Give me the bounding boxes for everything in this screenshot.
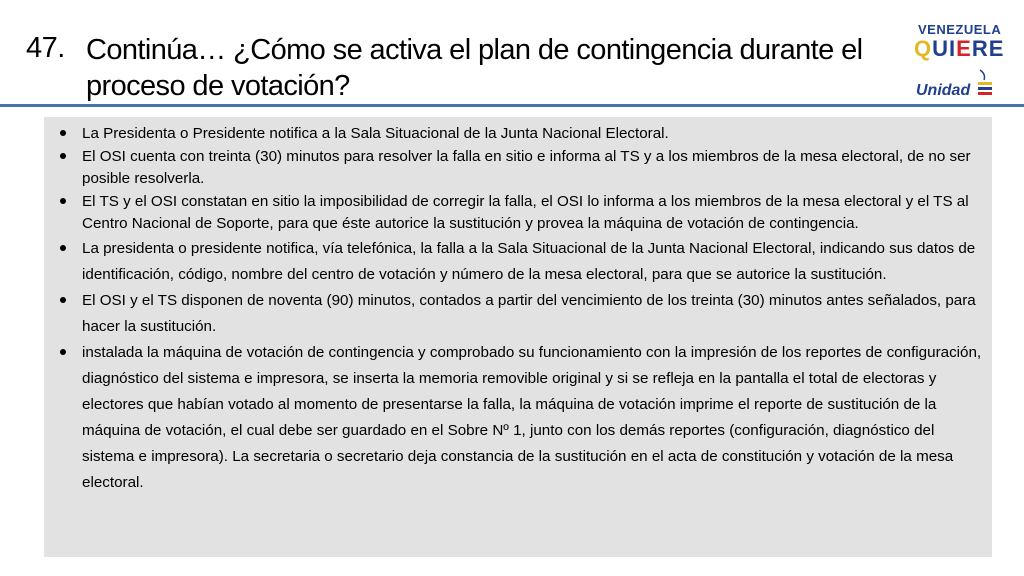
slide-title: Continúa… ¿Cómo se activa el plan de contingencia durante el proceso de votación? bbox=[86, 34, 863, 102]
bullet-icon bbox=[60, 245, 66, 251]
list-item-text: El TS y el OSI constatan en sitio la imposibilidad de corregir la falla, el OSI lo informa a los miembros de la mesa electoral y el TS al Centro Nacional de Soporte, para que éste autorice la sustitución y provea la máquina de votación de contingencia. bbox=[82, 193, 969, 232]
logo-quiere-text: QUIERE bbox=[914, 36, 1005, 61]
bullet-icon bbox=[60, 153, 66, 159]
logo-stripes-icon bbox=[976, 68, 996, 98]
list-item-text: instalada la máquina de votación de contingencia y comprobado su funcionamiento con la impresión de los reportes de configuración, diagnóstico del sistema e impresora, se inserta la memoria removible original y si se refleja en la pantalla el total de electoras y electores que habían votado al momento de presentarse la falla, la máquina de votación imprime el reporte de sustitución de la máquina de votación, el cual debe ser guardado en el Sobre Nº 1, junto con los demás reportes (configuración, diagnóstico del sistema e impresora). La secretaria o secretario deja constancia de la sustitución en el acta de constitución y votación de la mesa electoral. bbox=[82, 344, 982, 491]
list-item-text: La Presidenta o Presidente notifica a la Sala Situacional de la Junta Nacional Electoral. bbox=[82, 125, 669, 142]
bullet-icon bbox=[60, 130, 66, 136]
list-item bbox=[58, 288, 982, 340]
bullet-list bbox=[58, 123, 982, 496]
bullet-icon bbox=[60, 297, 66, 303]
logo-unidad-text: Unidad bbox=[916, 82, 971, 99]
list-item bbox=[58, 191, 982, 235]
content-box bbox=[44, 117, 992, 557]
list-item bbox=[58, 340, 982, 496]
list-item bbox=[58, 236, 982, 288]
list-item-text: El OSI cuenta con treinta (30) minutos para resolver la falla en sitio e informa al TS y a los miembros de la mesa electoral, de no ser posible resolverla. bbox=[82, 148, 971, 187]
list-item-text: El OSI y el TS disponen de noventa (90) minutos, contados a partir del vencimiento de los treinta (30) minutos antes señalados, para hacer la sustitución. bbox=[82, 292, 976, 335]
bullet-icon bbox=[60, 198, 66, 204]
bullet-icon bbox=[60, 349, 66, 355]
list-item-text: La presidenta o presidente notifica, vía telefónica, la falla a la Sala Situacional de la Junta Nacional Electoral, indicando sus datos de identificación, código, nombre del centro de votación y número de la mesa electoral, para que se autorice la sustitución. bbox=[82, 240, 976, 283]
list-item bbox=[58, 123, 982, 145]
title-divider bbox=[0, 104, 1024, 107]
slide-number: 47. bbox=[26, 32, 65, 64]
logo-venezuela-text: VENEZUELA bbox=[918, 22, 1002, 37]
slide-header bbox=[0, 0, 1024, 104]
venezuela-quiere-unidad-logo bbox=[912, 22, 1012, 102]
list-item bbox=[58, 146, 982, 190]
